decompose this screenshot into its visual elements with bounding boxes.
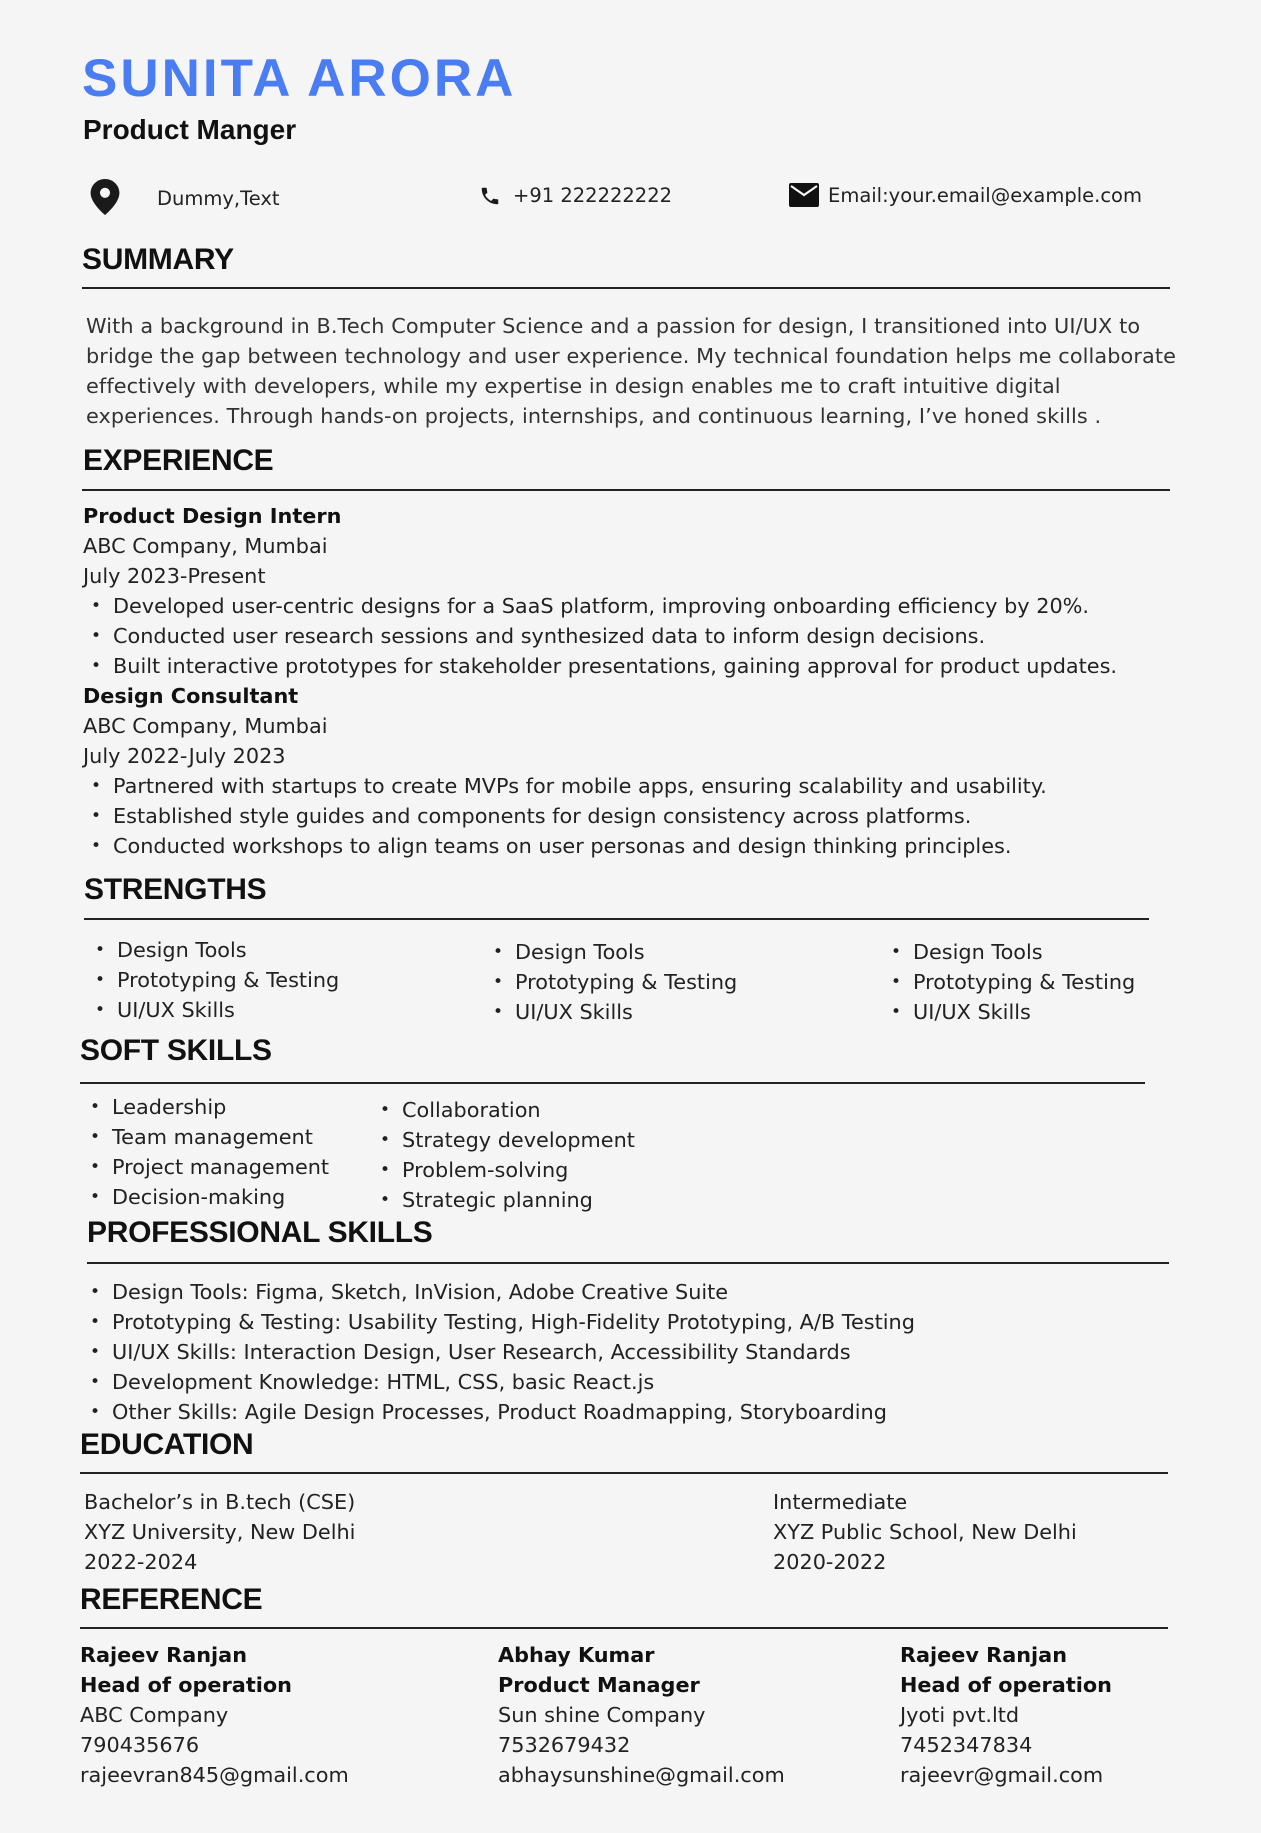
- job-company: ABC Company, Mumbai: [83, 534, 328, 558]
- list-item: • Strategic planning: [371, 1185, 635, 1215]
- reference-name: Rajeev Ranjan: [80, 1643, 248, 1667]
- education-entry: [773, 1487, 1077, 1577]
- list-item: • Design Tools: Figma, Sketch, InVision, Adobe Creative Suite: [81, 1277, 915, 1307]
- reference-phone[interactable]: 790435676: [80, 1733, 200, 1757]
- list-item: • Design Tools: [882, 937, 1135, 967]
- list-item: • Partnered with startups to create MVPs for mobile apps, ensuring scalability and usability.: [82, 771, 1117, 801]
- job-company: ABC Company, Mumbai: [83, 714, 328, 738]
- reference-phone[interactable]: 7452347834: [900, 1733, 1033, 1757]
- list-item: • Prototyping & Testing: [86, 965, 339, 995]
- reference-email[interactable]: abhaysunshine@gmail.com: [498, 1763, 785, 1787]
- experience-divider: [82, 489, 1170, 491]
- list-item: • Conducted user research sessions and synthesized data to inform design decisions.: [82, 621, 1117, 651]
- envelope-icon: [789, 183, 819, 207]
- reference-title: Head of operation: [80, 1673, 292, 1697]
- location-pin-icon: [90, 179, 120, 215]
- job-title: Product Design Intern: [83, 504, 342, 528]
- list-item: • UI/UX Skills: [86, 995, 339, 1025]
- reference-name: Rajeev Ranjan: [900, 1643, 1068, 1667]
- email-address[interactable]: Email:your.email@example.com: [828, 184, 1142, 207]
- professional-skills-heading: PROFESSIONAL SKILLS: [87, 1216, 433, 1249]
- summary-divider: [82, 287, 1170, 289]
- experience-job: [83, 501, 1117, 861]
- professional-skills-list: [81, 1277, 915, 1427]
- job-title: Design Consultant: [83, 684, 299, 708]
- reference-email[interactable]: rajeevr@gmail.com: [900, 1763, 1104, 1787]
- list-item: • Collaboration: [371, 1095, 635, 1125]
- list-item: • Decision-making: [81, 1182, 329, 1212]
- job-title: Product Manger: [83, 114, 297, 145]
- soft-skills-column-1: [81, 1092, 329, 1212]
- education-years: 2022-2024: [84, 1550, 198, 1574]
- candidate-name: SUNITA ARORA: [82, 49, 517, 108]
- list-item: • Developed user-centric designs for a SaaS platform, improving onboarding efficiency by 20%.: [82, 591, 1117, 621]
- list-item: • Design Tools: [484, 937, 737, 967]
- list-item: • Leadership: [81, 1092, 329, 1122]
- professional-skills-divider: [87, 1262, 1169, 1264]
- list-item: • Other Skills: Agile Design Processes, Product Roadmapping, Storyboarding: [81, 1397, 915, 1427]
- strengths-column-2: [484, 937, 737, 1027]
- list-item: • Established style guides and components for design consistency across platforms.: [82, 801, 1117, 831]
- summary-text: With a background in B.Tech Computer Science and a passion for design, I transitioned into UI/UX to bridge the gap between technology and user experience. My technical foundation helps me collaborate effectively with developers, while my expertise in design enables me to craft intuitive digital experiences. Through hands-on projects, internships, and continuous learning, I’ve honed skills .: [86, 314, 1177, 428]
- reference-card: [80, 1640, 349, 1790]
- education-entry: [84, 1487, 355, 1577]
- reference-email[interactable]: rajeevran845@gmail.com: [80, 1763, 349, 1787]
- soft-skills-heading: SOFT SKILLS: [80, 1034, 272, 1067]
- location-text: Dummy,Text: [157, 187, 280, 210]
- reference-phone[interactable]: 7532679432: [498, 1733, 631, 1757]
- education-school: XYZ Public School, New Delhi: [773, 1520, 1077, 1544]
- summary-heading: SUMMARY: [82, 243, 234, 276]
- education-divider: [80, 1472, 1168, 1474]
- list-item: • Built interactive prototypes for stakeholder presentations, gaining approval for product updates.: [82, 651, 1117, 681]
- reference-card: [498, 1640, 785, 1790]
- list-item: • Project management: [81, 1152, 329, 1182]
- education-heading: EDUCATION: [80, 1428, 254, 1461]
- list-item: • Conducted workshops to align teams on user personas and design thinking principles.: [82, 831, 1117, 861]
- list-item: • Prototyping & Testing: [882, 967, 1135, 997]
- list-item: • Team management: [81, 1122, 329, 1152]
- list-item: • Prototyping & Testing: Usability Testing, High-Fidelity Prototyping, A/B Testing: [81, 1307, 915, 1337]
- strengths-divider: [84, 918, 1149, 920]
- list-item: • Prototyping & Testing: [484, 967, 737, 997]
- education-school: XYZ University, New Delhi: [84, 1520, 356, 1544]
- list-item: • Problem-solving: [371, 1155, 635, 1185]
- strengths-column-3: [882, 937, 1135, 1027]
- job-dates: July 2023-Present: [83, 564, 266, 588]
- reference-company: ABC Company: [80, 1703, 229, 1727]
- education-degree: Intermediate: [773, 1490, 908, 1514]
- reference-title: Head of operation: [900, 1673, 1112, 1697]
- list-item: • Development Knowledge: HTML, CSS, basic React.js: [81, 1367, 915, 1397]
- education-degree: Bachelor’s in B.tech (CSE): [84, 1490, 356, 1514]
- job-dates: July 2022-July 2023: [83, 744, 286, 768]
- list-item: • UI/UX Skills: [484, 997, 737, 1027]
- list-item: • Strategy development: [371, 1125, 635, 1155]
- experience-heading: EXPERIENCE: [83, 444, 274, 477]
- reference-title: Product Manager: [498, 1673, 700, 1697]
- phone-number[interactable]: +91 222222222: [513, 184, 673, 207]
- phone-icon: [479, 185, 501, 207]
- reference-heading: REFERENCE: [80, 1583, 263, 1616]
- strengths-heading: STRENGTHS: [84, 873, 267, 906]
- reference-card: [900, 1640, 1112, 1790]
- reference-company: Sun shine Company: [498, 1703, 706, 1727]
- reference-name: Abhay Kumar: [498, 1643, 655, 1667]
- soft-skills-column-2: [371, 1095, 635, 1215]
- soft-skills-divider: [80, 1082, 1145, 1084]
- list-item: • UI/UX Skills: [882, 997, 1135, 1027]
- list-item: • Design Tools: [86, 935, 339, 965]
- reference-divider: [80, 1627, 1168, 1629]
- reference-company: Jyoti pvt.ltd: [900, 1703, 1020, 1727]
- strengths-column-1: [86, 935, 339, 1025]
- list-item: • UI/UX Skills: Interaction Design, User Research, Accessibility Standards: [81, 1337, 915, 1367]
- education-years: 2020-2022: [773, 1550, 887, 1574]
